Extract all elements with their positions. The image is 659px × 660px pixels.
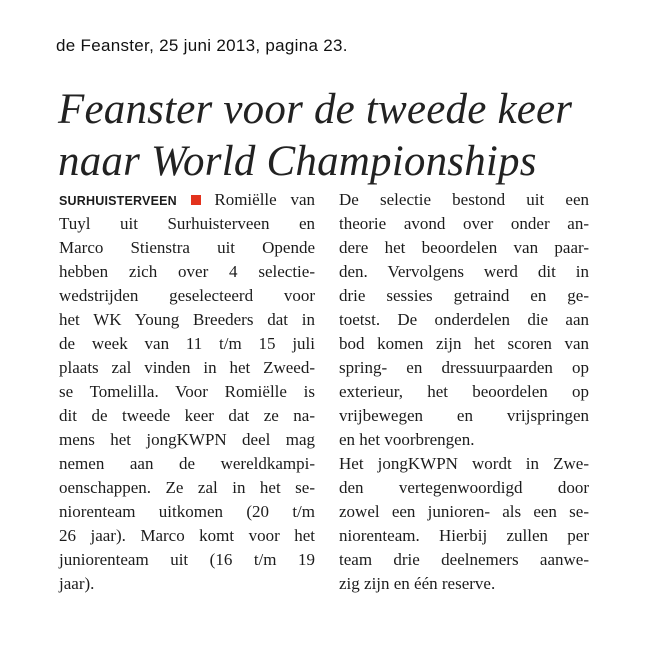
- text-line: en het voorbrengen.: [339, 430, 475, 449]
- text-line: juniorenteam uit (16 t/m 19: [59, 550, 315, 569]
- text-line: bod komen zijn het scoren van: [339, 334, 589, 353]
- text-line: drie sessies getraind en ge-: [339, 286, 589, 305]
- headline-line-2: naar World Championships: [58, 138, 537, 185]
- text-line: het WK Young Breeders dat in: [59, 310, 315, 329]
- text-line: niorenteam. Hierbij zullen per: [339, 526, 589, 545]
- text-line: Het jongKWPN wordt in Zwe-: [339, 454, 589, 473]
- text-line: spring- en dressuurpaarden op: [339, 358, 589, 377]
- text-line: team drie deelnemers aanwe-: [339, 550, 589, 569]
- text-line: den vertegenwoordigd door: [339, 478, 589, 497]
- headline-line-1: Feanster voor de tweede keer: [58, 86, 573, 133]
- article-headline: [58, 84, 618, 188]
- text-line: vrijbewegen en vrijspringen: [339, 406, 589, 425]
- text-line: zowel een junioren- als een se-: [339, 502, 589, 521]
- text-line: plaats zal vinden in het Zweed-: [59, 358, 315, 377]
- text-line: niorenteam uitkomen (20 t/m: [59, 502, 315, 521]
- text-line: 26 jaar). Marco komt voor het: [59, 526, 315, 545]
- text-line: de week van 11 t/m 15 juli: [59, 334, 315, 353]
- dateline: SURHUISTERVEEN: [59, 194, 177, 208]
- text-line: hebben zich over 4 selectie-: [59, 262, 315, 281]
- publication-source-line: de Feanster, 25 juni 2013, pagina 23.: [56, 36, 348, 55]
- text-line: se Tomelilla. Voor Romiëlle is: [59, 382, 315, 401]
- article-column-left: [59, 188, 315, 596]
- text-line: Marco Stienstra uit Opende: [59, 238, 315, 257]
- text-line: toetst. De onderdelen die aan: [339, 310, 589, 329]
- first-line-text: Romiëlle van: [214, 190, 315, 209]
- text-line: Tuyl uit Surhuisterveen en: [59, 214, 315, 233]
- text-line: exterieur, het beoordelen op: [339, 382, 589, 401]
- article-column-right: [339, 188, 589, 596]
- text-line: wedstrijden geselecteerd voor: [59, 286, 315, 305]
- text-line: De selectie bestond uit een: [339, 190, 589, 209]
- text-line: oenschappen. Ze zal in het se-: [59, 478, 315, 497]
- text-line: jaar).: [59, 574, 95, 593]
- text-line: dit de tweede keer dat ze na-: [59, 406, 315, 425]
- text-line: theorie avond over onder an-: [339, 214, 589, 233]
- red-square-marker: [191, 195, 201, 205]
- text-line: mens het jongKWPN deel mag: [59, 430, 315, 449]
- text-line: nemen aan de wereldkampi-: [59, 454, 315, 473]
- text-line: dere het beoordelen van paar-: [339, 238, 589, 257]
- text-line: zig zijn en één reserve.: [339, 574, 496, 593]
- first-line: [59, 188, 315, 212]
- text-line: den. Vervolgens werd dit in: [339, 262, 589, 281]
